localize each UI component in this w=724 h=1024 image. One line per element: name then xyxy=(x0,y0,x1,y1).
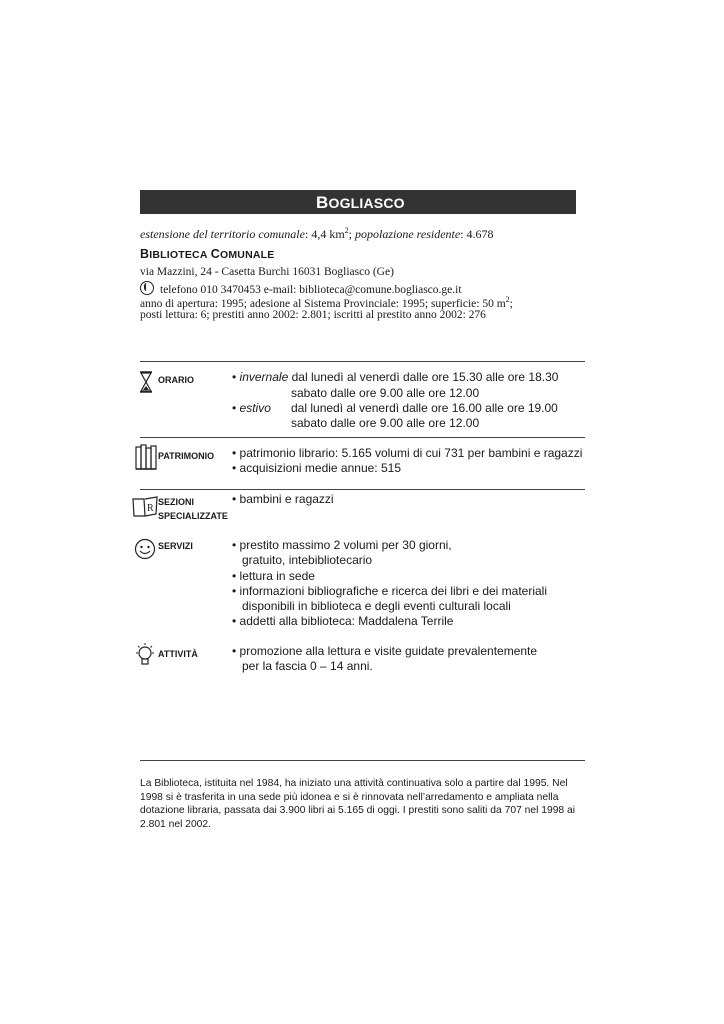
orario-summer: • estivo xyxy=(232,401,271,415)
servizi-item-cont: gratuito, intebibliotecario xyxy=(242,553,373,567)
section-label-servizi: SERVIZI xyxy=(158,541,193,551)
attivita-item: • promozione alla lettura e visite guidate prevalentemente xyxy=(232,644,537,658)
footer-note: La Biblioteca, istituita nel 1984, ha iniziato una attività continuativa solo a partire dal 1995. Nel 1998 si è trasferita in una sede più idonea e si è rinnovata nell’arredamento e ampliata nella dotazione libraria, passata dai 3.900 libri ai 5.165 di oggi. I prestiti sono saliti da 707 nel 1998 ai 2.801 nel 2002. xyxy=(140,778,576,830)
servizi-item-cont: disponibili in biblioteca e degli eventi culturali locali xyxy=(242,599,511,613)
smiley-icon xyxy=(134,538,156,560)
books-icon xyxy=(135,446,157,468)
address-line: via Mazzini, 24 - Casetta Burchi 16031 Bogliasco (Ge) xyxy=(140,266,394,278)
open-book-icon xyxy=(132,496,158,518)
servizi-item: • addetti alla biblioteca: Maddalena Terrile xyxy=(232,614,453,628)
section-label-attivita: ATTIVITÀ xyxy=(158,649,198,659)
sezioni-item: • bambini e ragazzi xyxy=(232,492,334,506)
title-bar xyxy=(140,190,576,214)
library-heading: BIBLIOTECA COMUNALE xyxy=(140,247,275,261)
section-label-orario: ORARIO xyxy=(158,375,194,385)
svg-text:R: R xyxy=(147,503,154,514)
orario-summer-sat: sabato dalle ore 9.00 alle ore 12.00 xyxy=(291,416,480,430)
patrimonio-item: • patrimonio librario: 5.165 volumi di cui 731 per bambini e ragazzi xyxy=(232,446,582,460)
stats-info: posti lettura: 6; prestiti anno 2002: 2.801; iscritti al prestito anno 2002: 276 xyxy=(140,309,486,321)
section-label-patrimonio: PATRIMONIO xyxy=(158,451,215,461)
divider xyxy=(140,361,585,362)
divider xyxy=(140,489,585,490)
patrimonio-item: • acquisizioni medie annue: 515 xyxy=(232,461,401,475)
servizi-item: • informazioni bibliografiche e ricerca dei libri e dei materiali xyxy=(232,584,547,598)
opening-info: anno di apertura: 1995; adesione al Sistema Provinciale: 1995; superficie: 50 $m^2$; xyxy=(140,295,513,310)
servizi-item: • prestito massimo 2 volumi per 30 giorni, xyxy=(232,538,452,552)
orario-winter: • invernale dal lunedì al venerdì dalle ore 15.30 alle ore 18.30 xyxy=(232,370,559,384)
lightbulb-icon xyxy=(134,642,156,668)
page-title: BOGLIASCO xyxy=(316,193,405,212)
hourglass-icon xyxy=(136,371,156,393)
section-label-sezioni: SEZIONI SPECIALIZZATE xyxy=(158,497,228,521)
orario-summer-days: dal lunedì al venerdì dalle ore 16.00 alle ore 19.00 xyxy=(291,401,558,415)
orario-winter-sat: sabato dalle ore 9.00 alle ore 12.00 xyxy=(291,386,480,400)
contact-line: telefono 010 3470453 e-mail: biblioteca@comune.bogliasco.ge.it xyxy=(140,281,462,296)
divider xyxy=(140,437,585,438)
attivita-item-cont: per la fascia 0 – 14 anni. xyxy=(242,659,373,673)
territory-info: estensione del territorio comunale: 4,4 $km^2$; popolazione residente: 4.678 xyxy=(140,226,494,241)
phone-icon xyxy=(140,281,154,295)
servizi-item: • lettura in sede xyxy=(232,569,315,583)
divider xyxy=(140,760,585,761)
